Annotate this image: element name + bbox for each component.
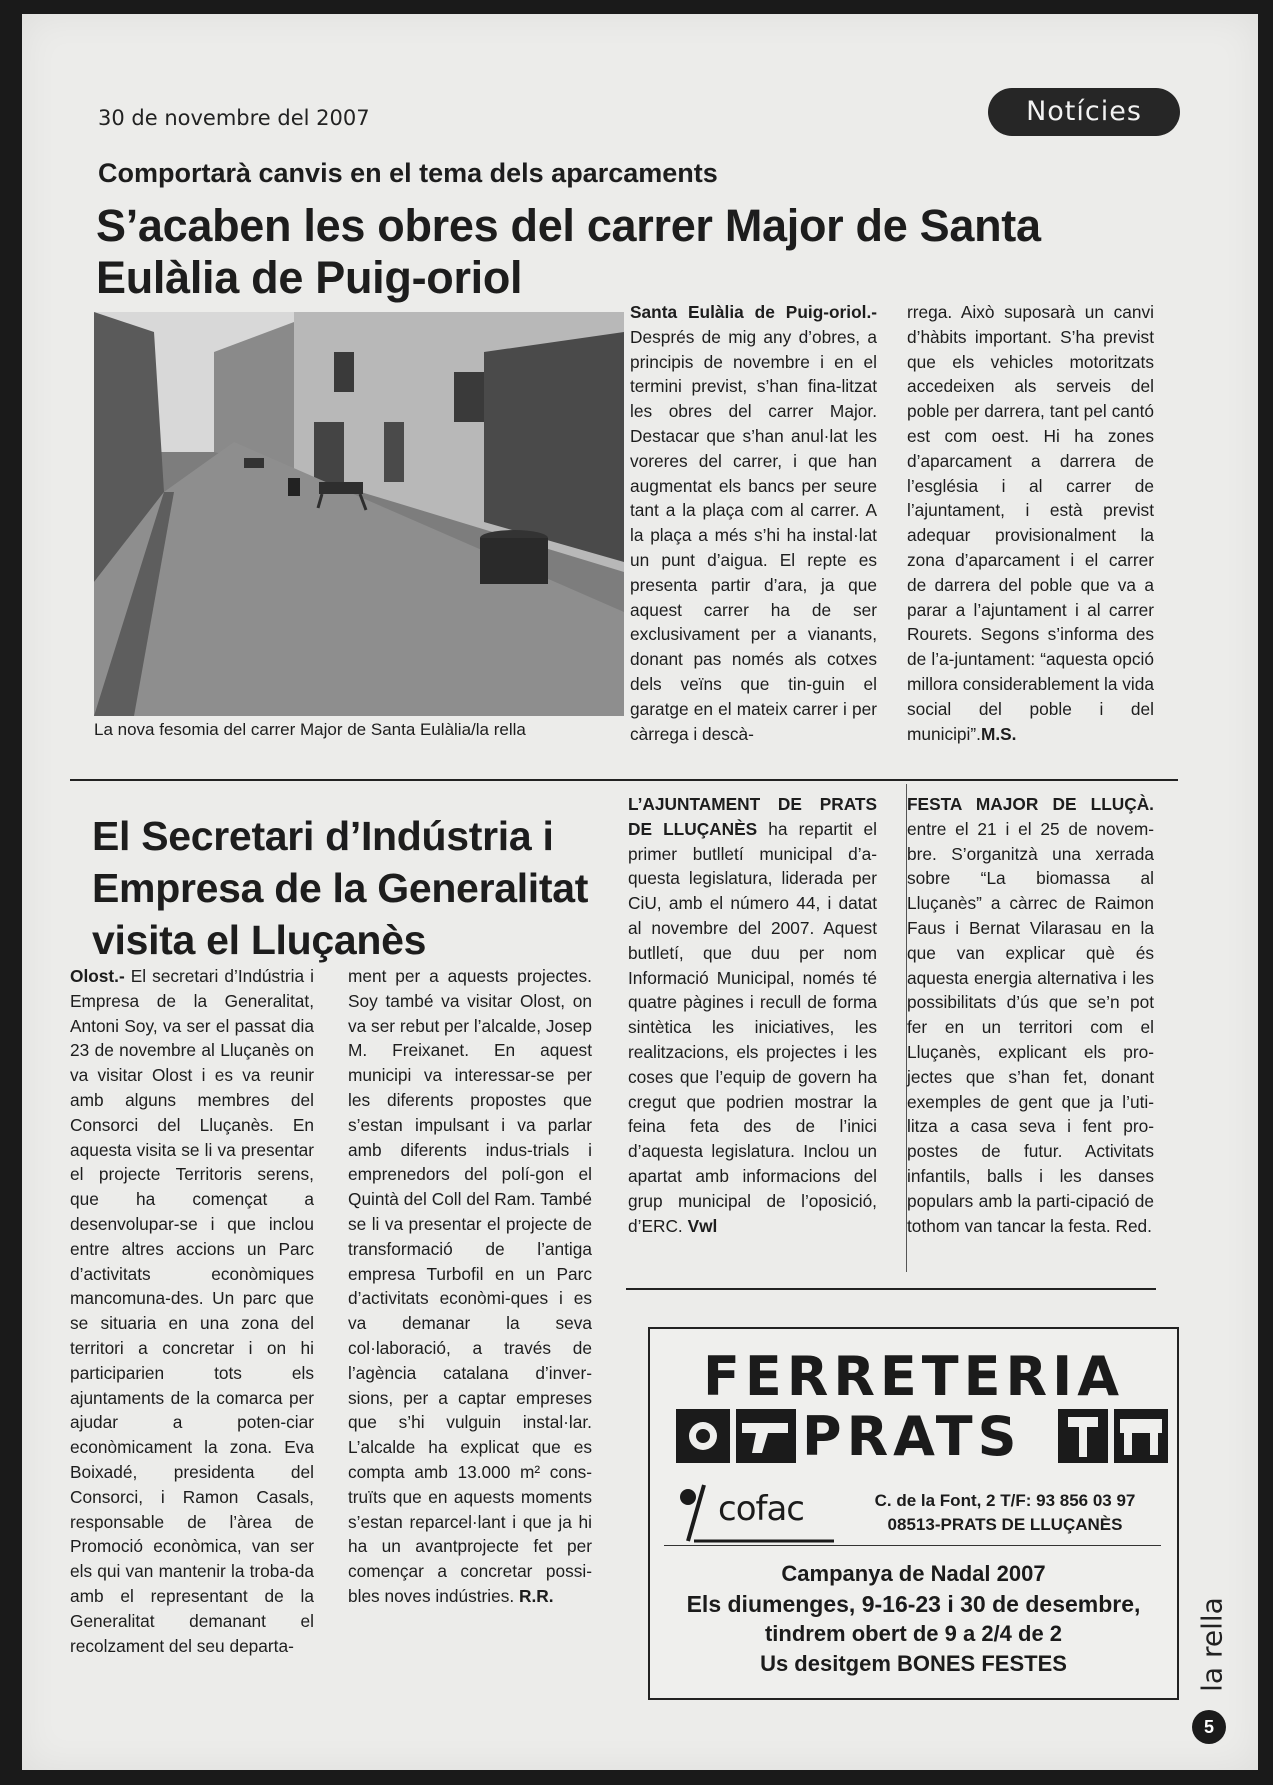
article2-headline: El Secretari d’Indústria i Empresa de la Generalitat visita el Lluçanès	[92, 813, 589, 963]
article1-column-1	[630, 300, 877, 746]
publication-name-text: la rella	[1195, 1597, 1229, 1692]
article1-body-1: Després de mig any d’obres, a principis de novembre i en el termini previst, s’han fina-litzat les obres del carrer Major. Destacar que s’han anul·lat les voreres del carrer, i que han augmentat els bancs per seure tant a la plaça com al carrer. A la plaça a més s’hi ha instal·lat un punt d’aigua. El repte es presenta partir d’ara, ja que aquest carrer ha de ser exclusivament per a vianants, donant pas només als cotxes dels veïns que tin-guin el garatge en el mateix carrer i per càrrega i descà-	[630, 326, 877, 744]
publication-name	[1192, 1592, 1232, 1702]
article2-body-1: El secretari d’Indústria i Empresa de la Generalitat, Antoni Soy, va ser el passat dia 23 de novembre al Lluçanès on va visitar Olost i es va reunir amb alguns membres del Consorci del Lluçanès. En aquesta visita se li va presentar el projecte Territoris serens, que ha començat a desenvolupar-se i que inclou entre altres accions un Parc d’activitats econòmiques mancomuna-des. Un parc que se situaria en una zona del territori a concretar i on hi participarien tots els ajuntaments de la comarca per ajudar a poten-ciar econòmicament la zona. Eva Boixadé, presidenta del Consorci, i Ramon Casals, responsable de l’àrea de Promoció econòmica, van ser els qui van mantenir la troba-da amb el representant de la Generalitat demanant el recolzament del seu departa-	[70, 966, 314, 1656]
ad-campaign-title: Campanya de Nadal 2007	[781, 1561, 1046, 1586]
ad-campaign-hours: tindrem obert de 9 a 2/4 de 2	[764, 1621, 1063, 1646]
article2-signature: R.R.	[519, 1585, 554, 1606]
article1-signature: M.S.	[980, 723, 1017, 744]
hardware-store-ad	[648, 1327, 1179, 1700]
article1-column-2	[907, 300, 1154, 746]
photo-caption: La nova fesomia del carrer Major de Santa Eulàlia/la rella	[94, 720, 526, 739]
article2-column-1	[70, 964, 314, 1658]
issue-date: 30 de novembre del 2007	[98, 106, 370, 130]
article1-kicker: Comportarà canvis en el tema dels aparcaments	[98, 158, 718, 188]
ad-top-rule	[626, 1288, 1156, 1290]
section-divider	[70, 779, 1178, 781]
ad-brand: PRATS	[802, 1405, 1022, 1468]
ad-divider	[664, 1545, 1161, 1546]
newspaper-page	[22, 14, 1258, 1770]
ad-campaign-dates: Els diumenges, 9-16-23 i 30 de desembre,	[686, 1591, 1141, 1617]
article2-body-2: ment per a aquests projectes. Soy també va visitar Olost, on va ser rebut per l’alcalde, Josep M. Freixanet. En aquest municipi va interessar-se per les diferents propostes que s’estan impulsant i va parlar amb diferents indus-trials i emprenedors del polí-gon el Quintà del Coll del Ram. També se li va presentar el projecte de transformació de l’antiga empresa Turbofil en un Parc d’activitats econòmi-ques i es va demanar la seva col·laboració, a través de l’agència catalana d’inver-sions, per a captar empreses que s’hi vulguin instal·lar. L’alcalde ha explicat que es compta amb 13.000 m² cons-truïts que en aquests moments s’estan reparcel·lant i que ja hi ha un avantprojecte fet per començar a concretar possi-bles noves indústries.	[348, 966, 592, 1606]
brief-ajuntament-signature: Vwl	[687, 1215, 718, 1236]
section-badge: Notícies	[988, 88, 1180, 136]
brief-festa-body: entre el 21 i el 25 de novem-bre. S’organitzà una xerrada sobre “La biomassa al Lluçanès” a càrrec de Raimon Faus i Bernat Vilarasau en la que van explicar què és aquesta energia alternativa i les possibilitats d’ús que se’n pot fer en un territori com el Lluçanès, explicant els pro-jectes que s’han fet, donant exemples de gent que ja l’uti-litza a casa seva i fent pro-postes de futur. Activitats infantils, balls i les danses populars amb la parti-cipació de tothom van tancar la festa.	[907, 818, 1154, 1236]
ad-address-line1: C. de la Font, 2 T/F: 93 856 03 97	[874, 1491, 1136, 1510]
brief-festa-signature: Red.	[1115, 1215, 1152, 1236]
cofac-logo-text: cofac	[718, 1489, 804, 1529]
brief-ajuntament-body: ha repartit el primer butlletí municipal d’a-questa legislatura, liderada per CiU, amb el número 44, i datat al novembre del 2007. Aquest butlletí, que duu per nom Informació Municipal, només té quatre pàgines i recull de forma sintètica les iniciatives, les realitzacions, els projectes i les coses que l’equip de govern ha cregut que podrien mostrar la feina feta des de l’inici d’aquesta legislatura. Inclou un apartat amb informacions del grup municipal de l’oposició, d’ERC.	[628, 818, 877, 1236]
street-photo	[94, 312, 624, 716]
article2-column-2	[348, 964, 592, 1609]
article1-dateline: Santa Eulàlia de Puig-oriol.-	[630, 302, 877, 322]
ad-campaign-greeting: Us desitgem BONES FESTES	[760, 1651, 1067, 1676]
article1-body-2: rrega. Això suposarà un canvi d’hàbits important. S’ha previst que els vehicles motoritzats accedeixen als serveis del poble per darrera, tant pel cantó est com oest. Hi ha zones d’aparcament a darrera de l’església i al carrer de l’ajuntament, i està previst adequar provisionalment la zona d’aparcament i el carrer de darrera del poble que va a parar a l’ajuntament i al carrer Rourets. Segons s’informa des de l’a-juntament: “aquesta opció millora considerablement la vida social del poble i del municipi”.	[907, 302, 1154, 744]
ad-address	[850, 1489, 1160, 1537]
brief-festa-major	[907, 792, 1154, 1238]
brief-festa-lead: FESTA MAJOR DE LLUÇÀ.	[907, 794, 1154, 814]
article1-headline: S’acaben les obres del carrer Major de Santa Eulàlia de Puig-oriol	[96, 200, 1041, 303]
ad-address-line2: 08513-PRATS DE LLUÇANÈS	[887, 1515, 1123, 1534]
brief-ajuntament	[628, 792, 877, 1238]
ad-tool-icons-right	[1058, 1409, 1168, 1468]
article2-dateline: Olost.-	[70, 966, 125, 986]
ad-campaign	[650, 1559, 1177, 1679]
ad-title: FERRETERIA	[702, 1345, 1124, 1408]
page-number: 5	[1192, 1710, 1226, 1744]
brief-ajuntament-lead: L’AJUNTAMENT DE PRATS DE LLUÇANÈS	[628, 794, 877, 839]
ad-tool-icons-left	[676, 1409, 796, 1468]
